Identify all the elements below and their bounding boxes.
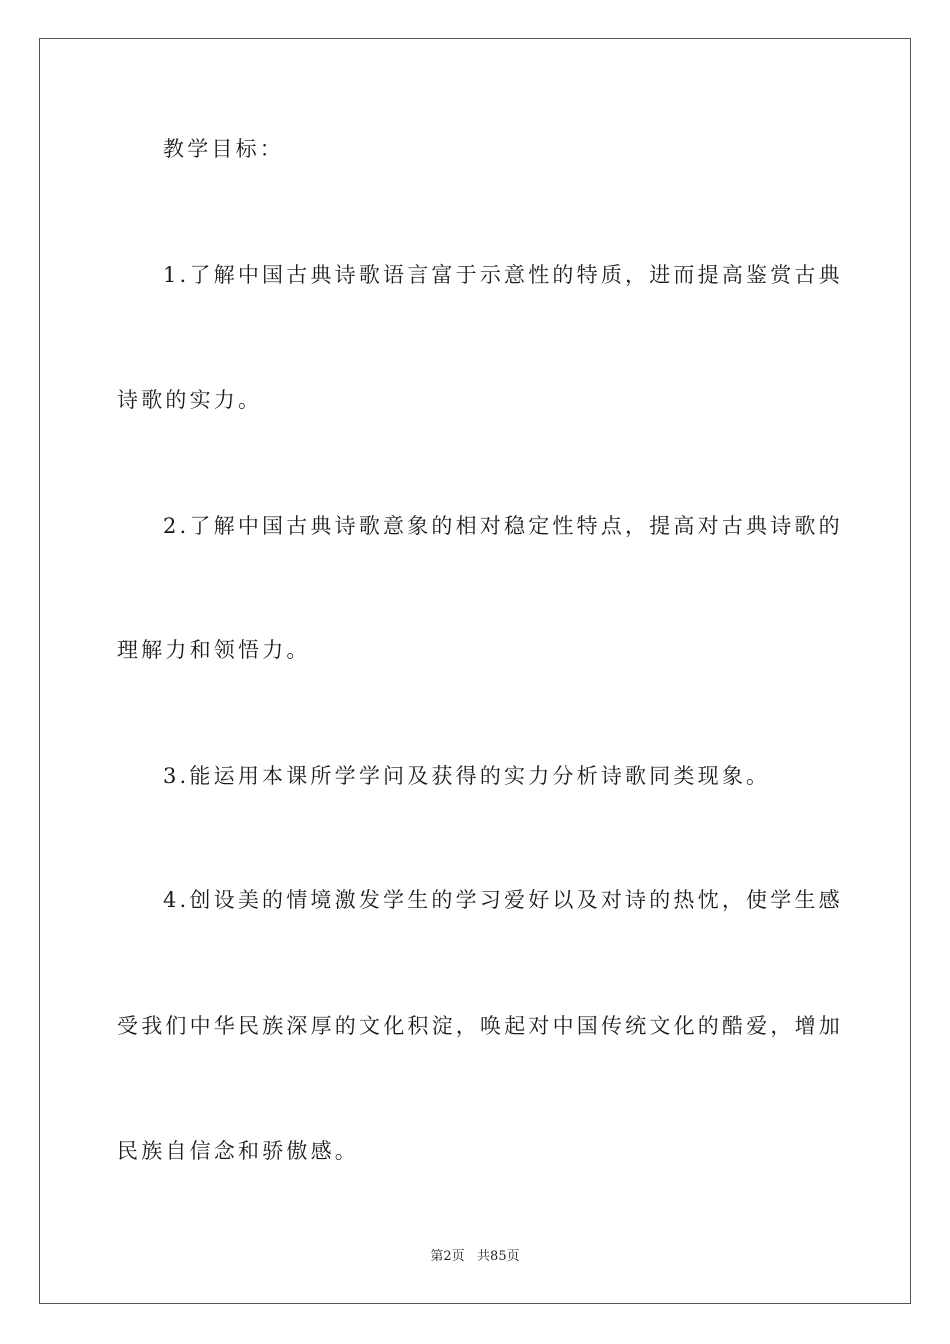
page-frame xyxy=(39,38,911,1304)
objective-4-line-1: 4.创设美的情境激发学生的学习爱好以及对诗的热忱，使学生感 xyxy=(163,888,843,912)
objective-2-line-1: 2.了解中国古典诗歌意象的相对稳定性特点，提高对古典诗歌的 xyxy=(163,514,843,538)
section-heading: 教学目标： xyxy=(163,137,284,161)
objective-1-line-2: 诗歌的实力。 xyxy=(117,388,263,412)
objective-4-line-3: 民族自信念和骄傲感。 xyxy=(117,1139,359,1163)
objective-3-line-1: 3.能运用本课所学学问及获得的实力分析诗歌同类现象。 xyxy=(163,764,771,788)
page-number-footer: 第2页 共85页 xyxy=(430,1249,520,1264)
objective-2-line-2: 理解力和领悟力。 xyxy=(117,638,311,662)
objective-1-line-1: 1.了解中国古典诗歌语言富于示意性的特质，进而提高鉴赏古典 xyxy=(163,263,843,287)
objective-4-line-2: 受我们中华民族深厚的文化积淀，唤起对中国传统文化的酷爱，增加 xyxy=(117,1014,843,1038)
